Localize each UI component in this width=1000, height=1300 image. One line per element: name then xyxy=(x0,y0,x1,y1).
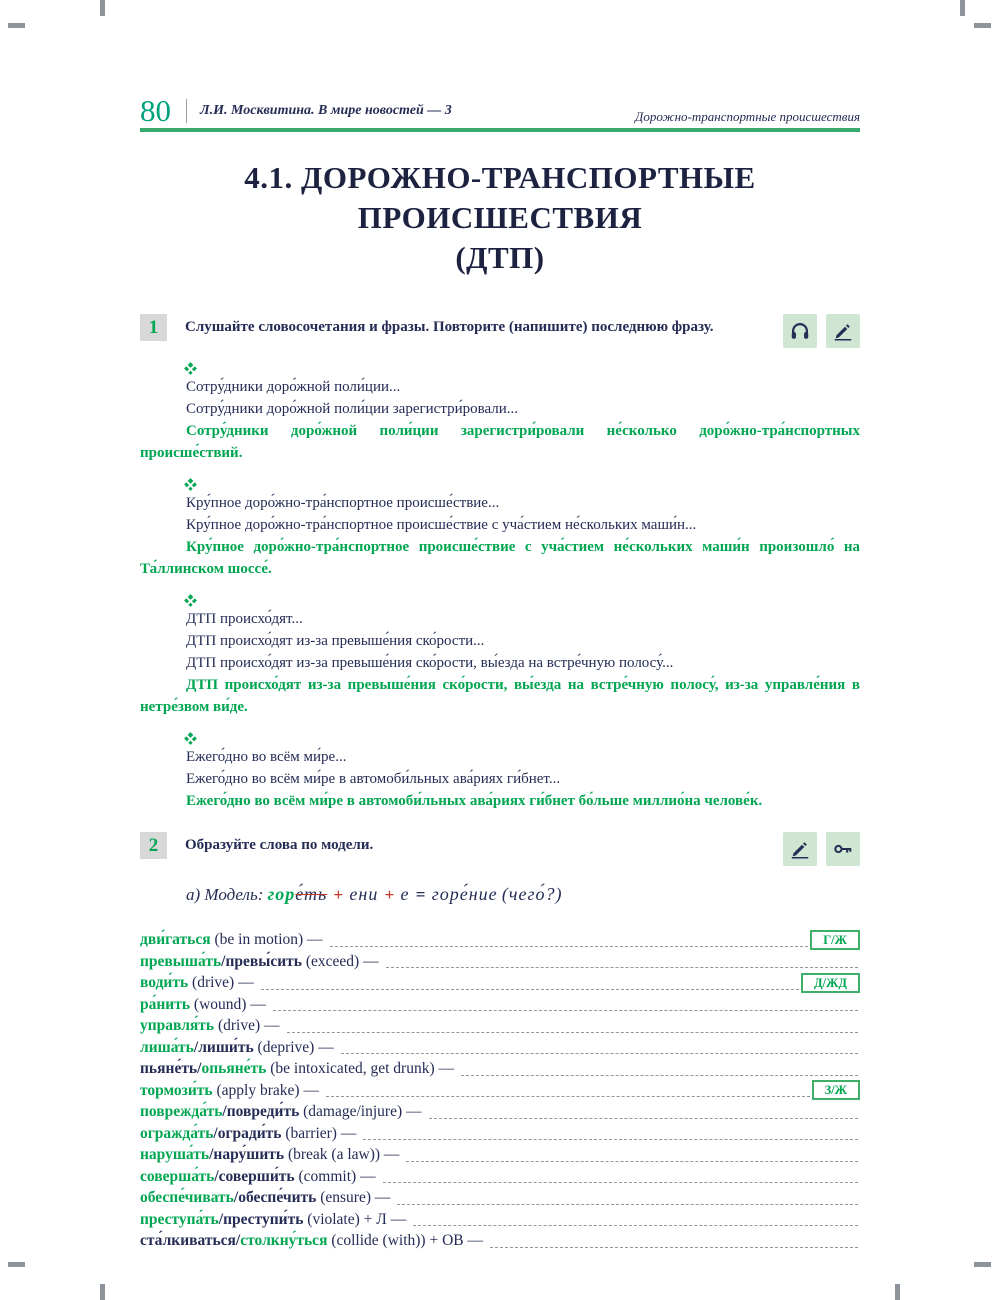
crop-mark xyxy=(8,23,25,28)
verb-gloss: (drive) xyxy=(214,1017,261,1034)
running-head-right: Дорожно-транспортные происшествия xyxy=(635,109,860,124)
plus-sign: + xyxy=(333,885,344,904)
answer-blank xyxy=(429,1118,859,1119)
diamond-icon xyxy=(184,478,197,491)
dash: — xyxy=(234,974,254,991)
model-stem: гор xyxy=(267,884,296,904)
crop-mark xyxy=(8,1262,25,1267)
verb-word-1: преступа́ть xyxy=(140,1210,219,1228)
model-ending: е́ть xyxy=(295,884,328,904)
formation-hint: + Л xyxy=(359,1210,387,1228)
key-icon xyxy=(826,832,860,866)
verb-word-2: повреди́ть xyxy=(226,1103,300,1120)
verb-row xyxy=(140,1015,860,1037)
diamond-bullet-row xyxy=(140,476,860,492)
model-suffix-1: ени xyxy=(349,884,379,904)
verb-word-2: преступи́ть xyxy=(223,1210,304,1228)
header-rule xyxy=(140,128,860,132)
model-suffix-2: е xyxy=(400,884,410,904)
page-content xyxy=(140,93,860,1252)
drill-block xyxy=(140,730,860,812)
verb-entry xyxy=(140,1015,280,1037)
alternation-tag: З/Ж xyxy=(812,1080,860,1100)
dash: — xyxy=(386,1210,407,1228)
crop-mark xyxy=(974,23,991,28)
exercise2-icons xyxy=(783,832,860,866)
slash: / xyxy=(222,1103,227,1120)
verb-entry xyxy=(140,1037,334,1059)
dash: — xyxy=(402,1103,422,1120)
verb-row xyxy=(140,1123,860,1145)
verb-word-2: соверши́ть xyxy=(218,1167,295,1185)
exercise2-number-badge: 2 xyxy=(140,832,167,859)
pen-icon xyxy=(826,314,860,348)
verb-entry xyxy=(140,1209,406,1231)
verb-word-1: ста́лкиваться xyxy=(140,1232,236,1249)
verb-gloss: (exceed) xyxy=(302,952,360,970)
verb-row xyxy=(140,1209,860,1231)
diamond-bullet-row xyxy=(140,730,860,746)
verb-row xyxy=(140,929,860,951)
dash: — xyxy=(463,1232,483,1249)
verb-word-1: ра́нить xyxy=(140,995,191,1013)
verb-gloss: (commit) xyxy=(294,1167,357,1185)
answer-blank xyxy=(386,967,858,968)
exercise1-number-badge: 1 xyxy=(140,314,167,341)
page-number: 80 xyxy=(140,93,171,128)
model-word xyxy=(268,884,328,904)
drill-final-line: Сотру́дники доро́жной поли́ции зарегистри́ровали не́сколько доро́жно-тра́нспортных происше́ствий. xyxy=(140,423,860,461)
answer-blank xyxy=(326,1096,810,1097)
diamond-icon xyxy=(184,732,197,745)
crop-mark xyxy=(895,1284,900,1300)
verb-gloss: (be intoxicated, get drunk) xyxy=(266,1060,435,1077)
drill-line: ДТП происхо́дят... xyxy=(186,611,303,627)
answer-blank xyxy=(330,946,809,947)
exercise1-header xyxy=(140,314,860,348)
slash: / xyxy=(213,1124,218,1142)
drill-block xyxy=(140,476,860,580)
drill-line: Кру́пное доро́жно-тра́нспортное происше́ствие с уча́стием не́скольких маши́н... xyxy=(186,517,697,533)
verb-gloss: (drive) xyxy=(188,974,235,991)
drill-final-line: Кру́пное доро́жно-тра́нспортное происше́ствие с уча́стием не́скольких маши́н произошло́ на Та́ллинском шоссе́. xyxy=(140,539,860,577)
drill-line: Сотру́дники доро́жной поли́ции зарегистри́ровали... xyxy=(186,401,519,417)
answer-blank xyxy=(287,1032,858,1033)
verb-entry xyxy=(140,929,323,951)
verb-word-2: превы́сить xyxy=(225,952,302,970)
diamond-bullet-row xyxy=(140,592,860,608)
verb-word-1: обеспе́чивать xyxy=(140,1189,234,1206)
dash: — xyxy=(336,1124,357,1142)
diamond-icon xyxy=(184,362,197,375)
diamond-bullet-row xyxy=(140,360,860,376)
drill-block xyxy=(140,592,860,718)
answer-blank xyxy=(413,1225,858,1226)
alternation-tag: Д/ЖД xyxy=(801,973,860,993)
slash: / xyxy=(209,1146,214,1163)
title-line-2: ПРОИСШЕСТВИЯ xyxy=(357,200,643,235)
answer-blank xyxy=(273,1010,858,1011)
dash: — xyxy=(314,1038,334,1056)
drill-line: ДТП происхо́дят из-за превыше́ния ско́рости... xyxy=(186,633,485,649)
verb-gloss: (wound) xyxy=(190,995,247,1013)
verb-row xyxy=(140,972,860,994)
slash: / xyxy=(218,1210,224,1228)
verb-entry xyxy=(140,1166,376,1188)
crop-mark xyxy=(100,1284,105,1300)
verb-entry xyxy=(140,1230,483,1252)
drill-final-line: ДТП происхо́дят из-за превыше́ния ско́рости, вы́езда на встре́чную полосу́, из-за управле́ния в нетре́звом ви́де. xyxy=(140,677,860,715)
dash: — xyxy=(380,1146,400,1163)
running-head xyxy=(140,93,860,128)
model-result: горе́ние xyxy=(431,884,498,904)
verb-entry xyxy=(140,951,379,973)
verb-word-2: обеспе́чить xyxy=(238,1189,317,1206)
verb-row xyxy=(140,1101,860,1123)
plus-sign: + xyxy=(384,885,395,904)
model-question: (чего́?) xyxy=(501,884,563,904)
drill-line: Сотру́дники доро́жной поли́ции... xyxy=(186,379,401,395)
crop-mark xyxy=(960,0,965,16)
verb-gloss: (apply brake) xyxy=(212,1081,300,1099)
exercise1-instruction: Слушайте словосочетания и фразы. Повторите (напишите) последнюю фразу. xyxy=(185,319,714,335)
answer-blank xyxy=(490,1247,858,1248)
verb-entry xyxy=(140,1080,319,1102)
dash: — xyxy=(303,931,323,948)
verb-entry xyxy=(140,1058,454,1080)
answer-blank xyxy=(363,1139,858,1140)
equals-sign: = xyxy=(415,885,426,904)
verb-gloss: (ensure) xyxy=(316,1189,371,1206)
verb-entry xyxy=(140,1101,422,1123)
verb-row xyxy=(140,1058,860,1080)
verb-word-2: столкну́ться xyxy=(240,1232,328,1249)
dash: — xyxy=(260,1017,280,1034)
header-divider xyxy=(186,99,187,123)
answer-blank xyxy=(341,1053,858,1054)
verb-entry xyxy=(140,1144,399,1166)
verb-row xyxy=(140,1187,860,1209)
verb-word-1: соверша́ть xyxy=(140,1167,215,1185)
verb-row xyxy=(140,1037,860,1059)
drill-line: Кру́пное доро́жно-тра́нспортное происше́ствие... xyxy=(186,495,500,511)
slash: / xyxy=(193,1038,199,1056)
headphones-icon xyxy=(783,314,817,348)
slash: / xyxy=(233,1189,239,1206)
verb-gloss: (damage/injure) xyxy=(299,1103,403,1120)
running-head-left: Л.И. Москвитина. В мире новостей — 3 xyxy=(200,103,452,118)
drill-line: Ежего́дно во всём ми́ре... xyxy=(186,749,347,765)
verb-row xyxy=(140,951,860,973)
answer-blank xyxy=(406,1161,858,1162)
verb-entry xyxy=(140,1123,356,1145)
verb-list xyxy=(140,929,860,1252)
exercise1-blocks xyxy=(140,360,860,812)
dash: — xyxy=(356,1167,376,1185)
exercise2-instruction: Образуйте слова по модели. xyxy=(185,837,374,853)
verb-word-2: нару́шить xyxy=(213,1146,285,1163)
verb-gloss: (break (a law)) xyxy=(284,1146,381,1163)
dash: — xyxy=(359,952,379,970)
verb-word-2: огради́ть xyxy=(217,1124,282,1142)
answer-blank xyxy=(261,989,799,990)
title-line-3: (ДТП) xyxy=(455,240,545,275)
verb-word-1: води́ть xyxy=(140,974,189,991)
drill-final-line: Ежего́дно во всём ми́ре в автомоби́льных ава́риях ги́бнет бо́льше миллио́на челове́к. xyxy=(186,793,763,809)
dash: — xyxy=(246,995,266,1013)
dash: — xyxy=(434,1060,455,1077)
verb-word-1: тормози́ть xyxy=(140,1081,213,1099)
verb-word-1: наруша́ть xyxy=(140,1146,210,1163)
verb-word-1: дви́гаться xyxy=(140,931,211,948)
answer-blank xyxy=(461,1075,858,1076)
exercise2-header xyxy=(140,832,860,866)
page-title xyxy=(140,158,860,278)
verb-entry xyxy=(140,994,266,1016)
verb-word-1: пьяне́ть xyxy=(140,1060,198,1077)
answer-blank xyxy=(397,1204,858,1205)
verb-word-1: поврежда́ть xyxy=(140,1103,223,1120)
crop-mark xyxy=(100,0,105,16)
exercise1-icons xyxy=(783,314,860,348)
drill-line: ДТП происхо́дят из-за превыше́ния ско́рости, вы́езда на встре́чную полосу́... xyxy=(186,655,674,671)
verb-word-1: огражда́ть xyxy=(140,1124,214,1142)
title-line-1: 4.1. ДОРОЖНО-ТРАНСПОРТНЫЕ xyxy=(244,160,756,195)
slash: / xyxy=(197,1060,202,1077)
slash: / xyxy=(235,1232,241,1249)
verb-entry xyxy=(140,972,254,994)
verb-word-1: лиша́ть xyxy=(140,1038,194,1056)
verb-gloss: (barrier) xyxy=(281,1124,337,1142)
verb-gloss: (collide (with)) xyxy=(327,1232,426,1249)
crop-mark xyxy=(974,1262,991,1267)
drill-block xyxy=(140,360,860,464)
verb-row xyxy=(140,1166,860,1188)
diamond-icon xyxy=(184,594,197,607)
slash: / xyxy=(214,1167,219,1185)
drill-line: Ежего́дно во всём ми́ре в автомоби́льных ава́риях ги́бнет... xyxy=(186,771,561,787)
verb-gloss: (be in motion) xyxy=(210,931,304,948)
verb-word-1: превыша́ть xyxy=(140,952,222,970)
verb-word-2: опьяне́ть xyxy=(201,1060,267,1077)
model-label: Модель: xyxy=(204,885,264,904)
pen-icon xyxy=(783,832,817,866)
verb-word-2: лиши́ть xyxy=(198,1038,254,1056)
dash: — xyxy=(371,1189,391,1206)
verb-row xyxy=(140,994,860,1016)
verb-row xyxy=(140,1230,860,1252)
verb-gloss: (violate) xyxy=(303,1210,360,1228)
slash: / xyxy=(221,952,226,970)
dash: — xyxy=(299,1081,319,1099)
verb-row xyxy=(140,1080,860,1102)
verb-word-1: управля́ть xyxy=(140,1017,215,1034)
verb-gloss: (deprive) xyxy=(253,1038,315,1056)
model-item-label: а) xyxy=(186,885,201,904)
formation-hint: + ОВ xyxy=(425,1232,464,1249)
verb-entry xyxy=(140,1187,390,1209)
alternation-tag: Г/Ж xyxy=(810,930,860,950)
verb-row xyxy=(140,1144,860,1166)
answer-blank xyxy=(383,1182,858,1183)
model-line xyxy=(140,884,860,905)
